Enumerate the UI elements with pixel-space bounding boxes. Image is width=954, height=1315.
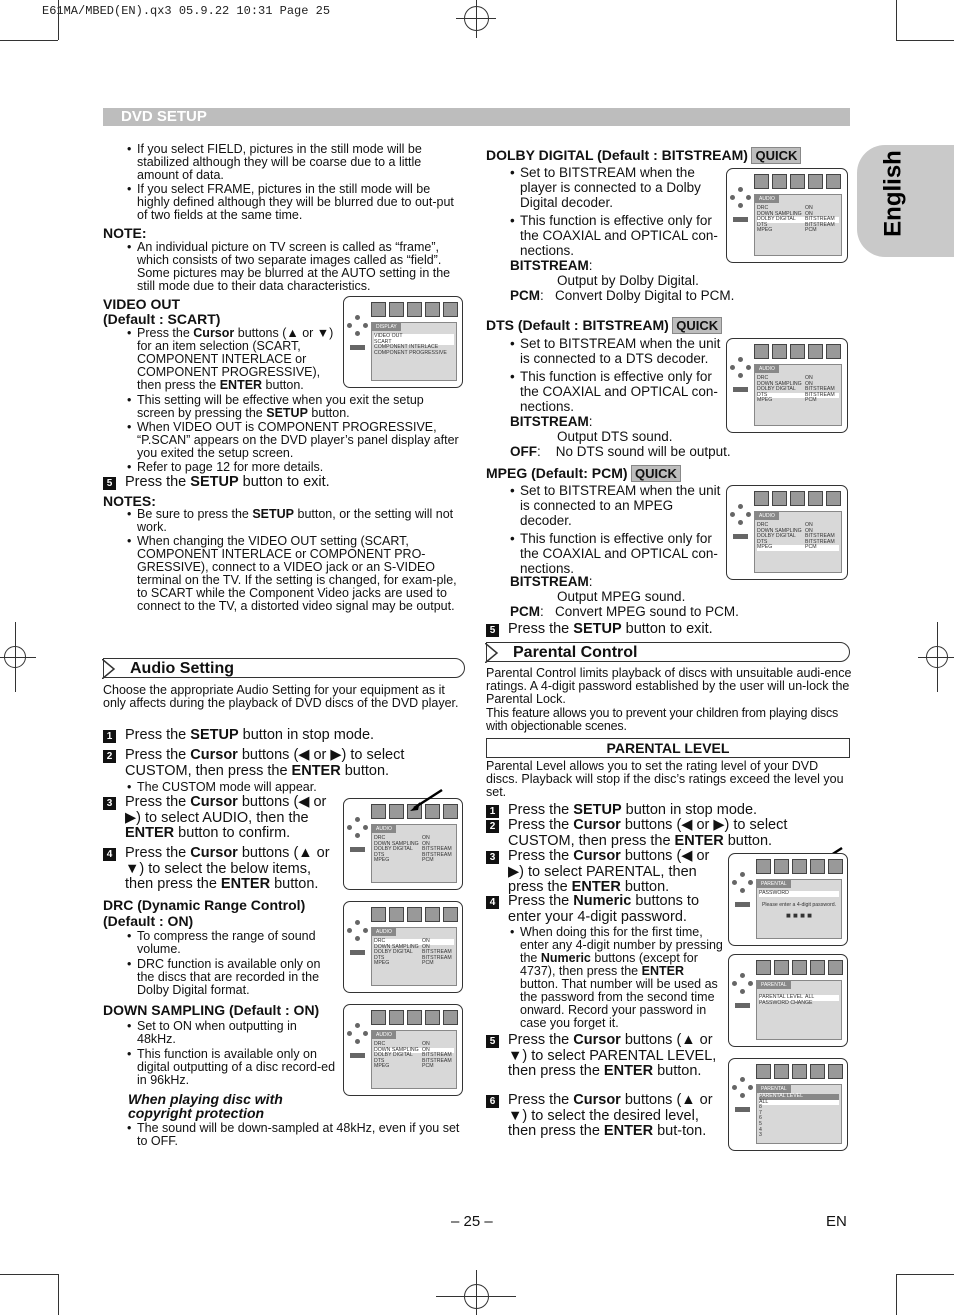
quick-badge: QUICK	[751, 147, 801, 164]
parental-step-6: 6 Press the Cursor buttons (▲ or ▼) to select the desired level, then press the ENTER but-ton.	[486, 1093, 726, 1140]
parental-step-3: 3 Press the Cursor buttons (◀ or ▶) to select PARENTAL, then press the ENTER button.	[486, 849, 726, 896]
crop-mark	[896, 1274, 954, 1275]
osd-screen-parental-password: PARENTAL PASSWORD Please enter a 4-digit password. ■ ■ ■ ■	[728, 853, 848, 946]
list-item: • If you select FRAME, pictures in the still mode will be highly defined although they will be blurred due to out-put of two fields at the same time.	[127, 183, 463, 222]
crop-mark	[896, 1274, 897, 1315]
right-step-5-exit: 5 Press the SETUP button to exit.	[486, 622, 846, 638]
drc-default: (Default : ON)	[103, 913, 194, 929]
section-heading-parental-control: Parental Control	[486, 642, 850, 662]
audio-step-2-bullet: • The CUSTOM mode will appear.	[127, 781, 367, 795]
step-5-exit: 5 Press the SETUP button to exit.	[103, 475, 463, 491]
osd-screen-dts: AUDIO DRC ON DOWN SAMPLING ON DOLBY DIGITAL BITSTREAM DTS BITSTREAM MPEG PCM	[726, 338, 848, 433]
osd-screen-audio-3: AUDIO DRC ON DOWN SAMPLING ON DOLBY DIGITAL BITSTREAM DTS BITSTREAM MPEG PCM	[343, 1004, 463, 1096]
notes-heading: NOTES:	[103, 493, 156, 509]
dts-options: BITSTREAM: Output DTS sound. OFF: No DTS sound will be output.	[510, 414, 731, 459]
section-arrow-icon	[485, 643, 499, 663]
copyright-bullet: • The sound will be down-sampled at 48kHz, even if you set to OFF.	[127, 1122, 465, 1149]
audio-step-1: 1 Press the SETUP button in stop mode.	[103, 728, 465, 744]
note-body	[127, 241, 463, 294]
top-bullets	[127, 143, 463, 223]
parental-intro-2: This feature allows you to prevent your children from playing discs with objectionable scenes.	[486, 706, 839, 733]
crop-mark	[0, 40, 58, 41]
crop-mark	[937, 622, 938, 692]
crop-mark	[58, 0, 59, 40]
video-out-default: (Default : SCART)	[103, 311, 221, 327]
audio-step-4: 4 Press the Cursor buttons (▲ or ▼) to select the below items, then press the ENTER button.	[103, 846, 343, 893]
section-heading-audio-setting: Audio Setting	[103, 658, 465, 678]
parental-step-2: 2 Press the Cursor buttons (◀ or ▶) to select CUSTOM, then press the ENTER button.	[486, 818, 826, 849]
file-header: E61MA/MBED(EN).qx3 05.9.22 10:31 Page 25	[42, 4, 331, 18]
parental-step-1: 1 Press the SETUP button in stop mode.	[486, 803, 850, 819]
dts-heading: DTS (Default : BITSTREAM) QUICK	[486, 318, 722, 333]
crop-mark	[0, 1274, 58, 1275]
crop-mark	[918, 657, 954, 658]
drc-heading: DRC (Dynamic Range Control)	[103, 897, 306, 913]
dolby-bullets: • Set to BITSTREAM when the player is connected to a Dolby Digital decoder. • This function is effective only for the COAXIAL and OPTICAL con-nections.	[510, 165, 722, 259]
drc-bullets: • To compress the range of sound volume. • DRC function is available only on the discs that are recorded in the Dolby Digital format.	[127, 930, 337, 998]
osd-screen-video-out: DISPLAY VIDEO OUT SCART COMPONENT INTERLACE COMPONENT PROGRESSIVE	[343, 296, 463, 388]
registration-mark	[464, 6, 489, 31]
parental-level-heading: PARENTAL LEVEL	[486, 738, 850, 758]
parental-step-4: 4 Press the Numeric buttons to enter your 4-digit password.	[486, 894, 726, 925]
osd-screen-parental-level: PARENTAL PARENTAL LEVEL ALL 8 7 6 5 4 3	[728, 1058, 848, 1151]
quick-badge: QUICK	[672, 317, 722, 334]
language-code: EN	[826, 1213, 847, 1230]
osd-screen-parental-menu: PARENTAL PARENTAL LEVEL ALL PASSWORD CHANGE	[728, 954, 848, 1047]
osd-screen-dolby: AUDIO DRC ON DOWN SAMPLING ON DOLBY DIGITAL BITSTREAM DTS BITSTREAM MPEG PCM	[726, 168, 848, 263]
pointer-arrow-icon	[408, 788, 444, 814]
down-sampling-heading: DOWN SAMPLING (Default : ON)	[103, 1002, 320, 1018]
language-tab-label: English	[879, 150, 907, 237]
audio-step-3: 3 Press the Cursor buttons (◀ or ▶) to select AUDIO, then the ENTER button to confirm.	[103, 795, 343, 842]
video-out-bullets: • This setting will be effective when you exit the setup screen by pressing the SETUP button. • When VIDEO OUT is COMPONENT PROGRESSIVE, “P.SCAN” appears on the DVD player’s panel display after you exited the setup screen. • Refer to page 12 for more details.	[127, 394, 463, 475]
mpeg-bullets: • Set to BITSTREAM when the unit is connected to an MPEG decoder. • This function is effective only for the COAXIAL and OPTICAL con-nections.	[510, 483, 722, 577]
dolby-digital-heading: DOLBY DIGITAL (Default : BITSTREAM) QUICK	[486, 148, 801, 163]
note-heading: NOTE:	[103, 225, 147, 241]
crop-mark	[58, 1274, 59, 1315]
parental-step-5: 5 Press the Cursor buttons (▲ or ▼) to select PARENTAL LEVEL, then press the ENTER button.	[486, 1033, 726, 1080]
audio-step-2: 2 Press the Cursor buttons (◀ or ▶) to select CUSTOM, then press the ENTER button.	[103, 748, 443, 779]
crop-mark	[476, 1270, 477, 1315]
parental-intro-1: Parental Control limits playback of discs with unsuitable audi-ence ratings. A 4-digit password established by the user will un-lock the Parental Lock.	[486, 666, 852, 706]
dolby-options: BITSTREAM: Output by Dolby Digital. PCM: Convert Dolby Digital to PCM.	[510, 258, 735, 303]
video-out-heading: VIDEO OUT	[103, 296, 181, 312]
osd-screen-audio-1: AUDIO DRC ON DOWN SAMPLING ON DOLBY DIGITAL BITSTREAM DTS BITSTREAM MPEG PCM	[343, 798, 463, 890]
osd-screen-mpeg: AUDIO DRC ON DOWN SAMPLING ON DOLBY DIGITAL BITSTREAM DTS BITSTREAM MPEG PCM	[726, 485, 848, 580]
section-bar-dvd-setup	[103, 108, 850, 126]
page-number: – 25 –	[451, 1213, 493, 1230]
dts-bullets: • Set to BITSTREAM when the unit is connected to a DTS decoder. • This function is effective only for the COAXIAL and OPTICAL con-nections.	[510, 336, 722, 415]
quick-badge: QUICK	[631, 465, 681, 482]
down-sampling-bullets: • Set to ON when outputting in 48kHz. • This function is available only on digital outputting of a disc record-ed in 96kHz.	[127, 1020, 337, 1088]
list-item: • If you select FIELD, pictures in the still mode will be stabilized although they will be coarse due to a little amount of data.	[127, 143, 463, 182]
crop-mark	[436, 1296, 516, 1297]
video-out-bullet-1: • Press the Cursor buttons (▲ or ▼) for an item selection (SCART, COMPONENT INTERLACE or COMPONENT PROGRESSIVE), then press the ENTER button.	[127, 327, 337, 393]
parental-step-4-bullet: • When doing this for the first time, enter any 4-digit number by pressing the Numeric buttons (except for 4737), then press the ENTER button. That number will be used as the password from the second time onward. Record your password in case you forget it.	[510, 926, 724, 1031]
crop-mark	[0, 657, 36, 658]
crop-mark	[15, 622, 16, 692]
section-title: DVD SETUP	[121, 108, 207, 125]
parental-level-intro: Parental Level allows you to set the rating level of your DVD discs. Playback will stop if the disc’s ratings exceed the level you set.	[486, 759, 844, 799]
crop-mark	[896, 0, 897, 40]
osd-screen-audio-2: AUDIO DRC ON DOWN SAMPLING ON DOLBY DIGITAL BITSTREAM DTS BITSTREAM MPEG PCM	[343, 901, 463, 993]
language-tab	[857, 145, 954, 257]
notes-body: • Be sure to press the SETUP button, or the setting will not work. • When changing the VIDEO OUT setting (SCART, COMPONENT INTERLACE or COMPONENT PRO-GRESSIVE), connect to a VIDEO jack or an S-VIDEO terminal on the TV. If the setting is changed, for exam-ple, to SCART while the Component Video jacks are used to connect to the TV, a distorted video signal may be output.	[127, 508, 465, 614]
mpeg-heading: MPEG (Default: PCM) QUICK	[486, 466, 681, 481]
copyright-heading: When playing disc with copyright protection	[128, 1091, 283, 1121]
mpeg-options: BITSTREAM: Output MPEG sound. PCM: Convert MPEG sound to PCM.	[510, 574, 739, 619]
crop-mark	[896, 40, 954, 41]
section-arrow-icon	[102, 659, 116, 679]
audio-intro: Choose the appropriate Audio Setting for your equipment as it only affects during the playback of DVD discs of the DVD player.	[103, 683, 459, 710]
list-item: • An individual picture on TV screen is called as “frame”, which consists of two separate images called as “field”. Some pictures may be blurred at the AUTO setting in the still mode due to their data characteristics.	[127, 241, 463, 293]
